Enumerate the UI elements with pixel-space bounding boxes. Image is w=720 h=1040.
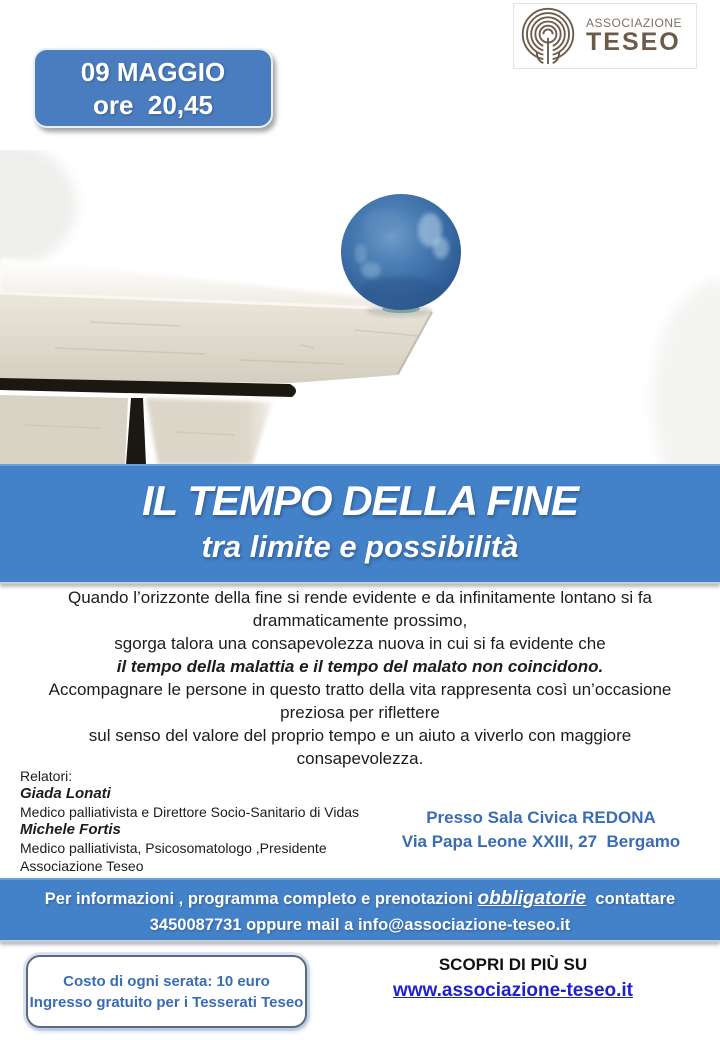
event-subtitle: tra limite e possibilità [201,529,519,564]
photo-marble-on-table [0,150,720,465]
org-name-small: ASSOCIAZIONE [586,15,683,30]
intro-line: preziosa per riflettere [280,703,440,722]
speakers-section [20,767,376,875]
venue-address: Via Papa Leone XXIII, 27 Bergamo [401,832,681,851]
more-info-section [380,955,646,1002]
labyrinth-icon [518,7,578,65]
event-date: 09 MAGGIO [80,57,226,87]
speaker-name: Giada Lonati [20,785,111,802]
contact-banner [0,878,720,942]
shadow-wash-right [652,280,720,465]
event-title: IL TEMPO DELLA FINE [141,477,578,524]
shadow-wash-left [0,150,76,267]
venue-info [380,806,702,854]
speaker-name: Michele Fortis [20,821,121,838]
intro-line: sgorga talora una consapevolezza nuova in cui si fa evidente che [114,634,606,653]
intro-line: Accompagnare le persone in questo tratto della vita rappresenta così un’occasione [48,680,672,699]
contact-line1-post: contattare [586,890,676,908]
speaker-item [20,785,376,821]
cost-line1: Costo di ogni serata: 10 euro [63,973,270,990]
discover-label: SCOPRI DI PIÙ SU [438,955,588,974]
event-time: ore 20,45 [93,90,213,120]
intro-line: sul senso del valore del proprio tempo e un aiuto a viverlo con maggiore [88,726,632,745]
contact-line1 [0,886,720,912]
date-badge [33,48,273,128]
blue-marble [341,194,461,310]
contact-line1-pre: Per informazioni , programma completo e prenotazioni [44,890,478,908]
intro-line: Quando l’orizzonte della fine si rende evidente e da infinitamente lontano si fa [67,588,653,607]
speaker-role: Medico palliativista, Psicosomatologo ,Presidente Associazione Teseo [20,840,327,874]
table-legs [0,395,272,465]
association-logo [513,3,697,69]
cost-box [26,955,307,1028]
intro-line: consapevolezza. [296,749,424,768]
intro-paragraph [0,586,720,770]
speakers-heading: Relatori: [20,768,73,784]
website-link[interactable]: www.associazione-teseo.it [392,980,634,1001]
speaker-item [20,821,376,875]
contact-line2: 3450087731 oppure mail a info@associazione-teseo.it [149,916,571,934]
venue-name: Presso Sala Civica REDONA [426,808,656,827]
cost-line2: Ingresso gratuito per i Tesserati Teseo [29,994,304,1011]
title-banner [0,464,720,584]
intro-line: drammaticamente prossimo, [252,611,468,630]
speaker-role: Medico palliativista e Direttore Socio-Sanitario di Vidas [20,804,360,820]
contact-line1-emphasis: obbligatorie [477,888,587,909]
org-name-large: TESEO [586,28,681,57]
intro-line-emphasis: il tempo della malattia e il tempo del malato non coincidono. [116,657,604,676]
